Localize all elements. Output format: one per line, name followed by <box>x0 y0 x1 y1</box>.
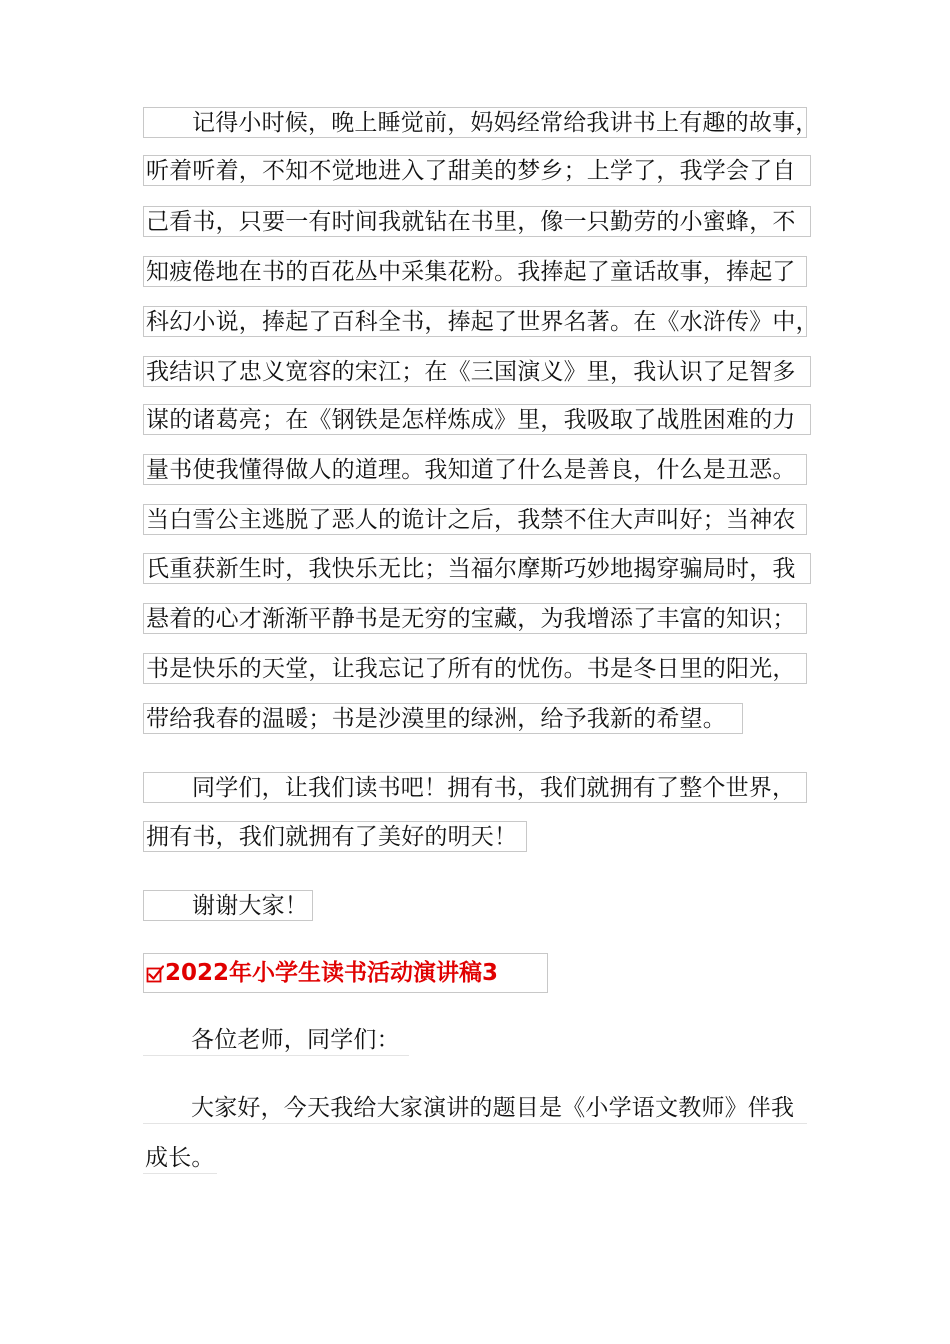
paragraph1-line-9: 当白雪公主逃脱了恶人的诡计之后，我禁不住大声叫好；当神农 <box>143 504 807 535</box>
paragraph1-line-2: 听着听着，不知不觉地进入了甜美的梦乡；上学了，我学会了自 <box>143 155 811 186</box>
paragraph2-line-2: 拥有书，我们就拥有了美好的明天！ <box>143 821 527 852</box>
section-heading <box>143 953 548 993</box>
section-heading-text: 2022年小学生读书活动演讲稿3 <box>165 960 499 986</box>
paragraph1-line-4: 知疲倦地在书的百花丛中采集花粉。我捧起了童话故事，捧起了 <box>143 256 807 287</box>
closing-line: 谢谢大家！ <box>143 890 313 921</box>
paragraph1-line-6: 我结识了忠义宽容的宋江；在《三国演义》里，我认识了足智多 <box>143 356 811 387</box>
paragraph3-line-1: 大家好，今天我给大家演讲的题目是《小学语文教师》伴我 <box>143 1093 807 1124</box>
paragraph1-line-13: 带给我春的温暖；书是沙漠里的绿洲，给予我新的希望。 <box>143 703 743 734</box>
paragraph3-line-2: 成长。 <box>143 1143 217 1174</box>
paragraph1-line-1: 记得小时候，晚上睡觉前，妈妈经常给我讲书上有趣的故事， <box>143 107 807 138</box>
checkbox-check-icon <box>146 965 164 983</box>
paragraph1-line-5: 科幻小说，捧起了百科全书，捧起了世界名著。在《水浒传》中， <box>143 306 807 337</box>
paragraph1-line-7: 谋的诸葛亮；在《钢铁是怎样炼成》里，我吸取了战胜困难的力 <box>143 404 811 435</box>
paragraph1-line-10: 氏重获新生时，我快乐无比；当福尔摩斯巧妙地揭穿骗局时，我 <box>143 553 811 584</box>
greeting-line: 各位老师，同学们： <box>143 1025 409 1056</box>
paragraph1-line-11: 悬着的心才渐渐平静书是无穷的宝藏，为我增添了丰富的知识； <box>143 603 807 634</box>
paragraph1-line-8: 量书使我懂得做人的道理。我知道了什么是善良，什么是丑恶。 <box>143 454 807 485</box>
paragraph2-line-1: 同学们，让我们读书吧！拥有书，我们就拥有了整个世界， <box>143 772 807 803</box>
paragraph1-line-3: 己看书，只要一有时间我就钻在书里，像一只勤劳的小蜜蜂，不 <box>143 206 811 237</box>
paragraph1-line-12: 书是快乐的天堂，让我忘记了所有的忧伤。书是冬日里的阳光， <box>143 653 807 684</box>
